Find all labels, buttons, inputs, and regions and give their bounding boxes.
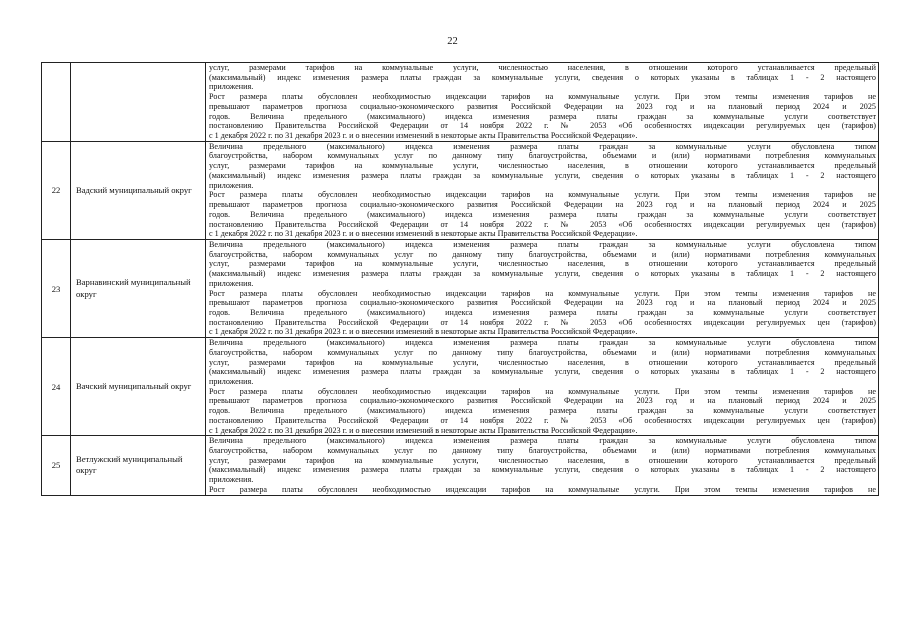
text-line: Рост размера платы обусловлен необходимостью индексации тарифов на коммунальные услуги. При этом темпы изменения тарифов не (209, 92, 876, 102)
text-line: годов. Величина предельного (максимального) индекса изменения размера платы граждан за коммунальные услуги соответствует (209, 209, 876, 219)
municipality-name: Вачский муниципальный округ (71, 338, 206, 436)
municipal-table (41, 62, 879, 496)
text-line: годов. Величина предельного (максимального) индекса изменения размера платы граждан за коммунальные услуги соответствует (209, 307, 876, 317)
text-line: благоустройства, набором коммунальных услуг по данному типу благоустройства, объемами и (или) нормативами потребления коммунальных (209, 446, 876, 456)
table-row-24 (42, 338, 879, 436)
text-line: благоустройства, набором коммунальных услуг по данному типу благоустройства, объемами и (или) нормативами потребления коммунальных (209, 347, 876, 357)
text-line: с 1 декабря 2022 г. по 31 декабря 2023 г. и о внесении изменений в некоторые акты Правительства Российской Федерации». (209, 229, 638, 239)
table-row-continuation (42, 63, 879, 142)
text-line: услуг, размерами тарифов на коммунальные услуги, численностью населения, в отношении которого устанавливается предельный (209, 161, 876, 171)
row-number: 25 (42, 436, 71, 495)
municipality-name: Варнавинский муниципальный округ (71, 239, 206, 337)
table-row-25 (42, 436, 879, 495)
text-line: с 1 декабря 2022 г. по 31 декабря 2023 г. и о внесении изменений в некоторые акты Правительства Российской Федерации». (209, 425, 638, 435)
row-number: 22 (42, 141, 71, 239)
text-line: благоустройства, набором коммунальных услуг по данному типу благоустройства, объемами и (или) нормативами потребления коммунальных (209, 151, 876, 161)
text-line: Рост размера платы обусловлен необходимостью индексации тарифов на коммунальные услуги. При этом темпы изменения тарифов не (209, 386, 876, 396)
text-line: приложения. (209, 475, 254, 485)
justification-text (209, 63, 876, 141)
text-line: постановлению Правительства Российской Федерации от 14 ноября 2022 г. № 2053 «Об особенностях индексации регулируемых цен (тарифов) (209, 219, 876, 229)
text-line: Рост размера платы обусловлен необходимостью индексации тарифов на коммунальные услуги. При этом темпы изменения тарифов не (209, 190, 876, 200)
text-line: превышают параметров прогноза социально-экономического развития Российской Федерации на 2023 год и на плановый период 2024 и 2025 (209, 396, 876, 406)
row-number: 24 (42, 338, 71, 436)
text-line: приложения. (209, 180, 254, 190)
text-line: с 1 декабря 2022 г. по 31 декабря 2023 г. и о внесении изменений в некоторые акты Правительства Российской Федерации». (209, 327, 638, 337)
justification-text (209, 240, 876, 337)
table-row-23 (42, 239, 879, 337)
justification-text (209, 142, 876, 239)
text-line: услуг, размерами тарифов на коммунальные услуги, численностью населения, в отношении которого устанавливается предельный (209, 357, 876, 367)
text-line: превышают параметров прогноза социально-экономического развития Российской Федерации на 2023 год и на плановый период 2024 и 2025 (209, 298, 876, 308)
justification-text (209, 338, 876, 435)
text-line: Рост размера платы обусловлен необходимостью индексации тарифов на коммунальные услуги. При этом темпы изменения тарифов не (209, 288, 876, 298)
text-line: (максимальный) индекс изменения размера платы граждан за коммунальные услуги, сведения о которых указаны в таблицах 1 - 2 настоящего (209, 367, 876, 377)
text-line: (максимальный) индекс изменения размера платы граждан за коммунальные услуги, сведения о которых указаны в таблицах 1 - 2 настоящего (209, 170, 876, 180)
text-line: Величина предельного (максимального) индекса изменения размера платы граждан за коммунальные услуги обусловлена типом (209, 141, 876, 151)
text-line: (максимальный) индекс изменения размера платы граждан за коммунальные услуги, сведения о которых указаны в таблицах 1 - 2 настоящего (209, 269, 876, 279)
text-line: Величина предельного (максимального) индекса изменения размера платы граждан за коммунальные услуги обусловлена типом (209, 239, 876, 249)
text-line: превышают параметров прогноза социально-экономического развития Российской Федерации на 2023 год и на плановый период 2024 и 2025 (209, 101, 876, 111)
text-line: годов. Величина предельного (максимального) индекса изменения размера платы граждан за коммунальные услуги соответствует (209, 406, 876, 416)
text-line: приложения. (209, 377, 254, 386)
text-line: услуг, размерами тарифов на коммунальные услуги, численностью населения, в отношении которого устанавливается предельный (209, 259, 876, 269)
municipality-name-cell (71, 63, 206, 142)
justification-text (209, 436, 876, 494)
table-row-22 (42, 141, 879, 239)
text-line: с 1 декабря 2022 г. по 31 декабря 2023 г. и о внесении изменений в некоторые акты Правительства Российской Федерации». (209, 131, 638, 141)
text-line: Рост размера платы обусловлен необходимостью индексации тарифов на коммунальные услуги. При этом темпы изменения тарифов не (209, 484, 876, 494)
text-line: приложения. (209, 82, 254, 92)
text-line: постановлению Правительства Российской Федерации от 14 ноября 2022 г. № 2053 «Об особенностях индексации регулируемых цен (тарифов) (209, 317, 876, 327)
municipality-name: Ветлужский муниципальный округ (71, 436, 206, 495)
municipality-name: Вадский муниципальный округ (71, 141, 206, 239)
justification-text-cell (206, 63, 879, 142)
text-line: постановлению Правительства Российской Федерации от 14 ноября 2022 г. № 2053 «Об особенностях индексации регулируемых цен (тарифов) (209, 415, 876, 425)
text-line: приложения. (209, 278, 254, 288)
text-line: превышают параметров прогноза социально-экономического развития Российской Федерации на 2023 год и на плановый период 2024 и 2025 (209, 200, 876, 210)
row-number-cell (42, 63, 71, 142)
text-line: услуг, размерами тарифов на коммунальные услуги, численностью населения, в отношении которого устанавливается предельный (209, 455, 876, 465)
text-line: постановлению Правительства Российской Федерации от 14 ноября 2022 г. № 2053 «Об особенностях индексации регулируемых цен (тарифов) (209, 121, 876, 131)
text-line: Величина предельного (максимального) индекса изменения размера платы граждан за коммунальные услуги обусловлена типом (209, 338, 876, 348)
text-line: (максимальный) индекс изменения размера платы граждан за коммунальные услуги, сведения о которых указаны в таблицах 1 - 2 настоящего (209, 465, 876, 475)
justification-text-cell (206, 141, 879, 239)
text-line: (максимальный) индекс изменения размера платы граждан за коммунальные услуги, сведения о которых указаны в таблицах 1 - 2 настоящего (209, 72, 876, 82)
justification-text-cell (206, 338, 879, 436)
justification-text-cell (206, 436, 879, 495)
text-line: Величина предельного (максимального) индекса изменения размера платы граждан за коммунальные услуги обусловлена типом (209, 436, 876, 446)
page-number: 22 (447, 36, 458, 47)
text-line: благоустройства, набором коммунальных услуг по данному типу благоустройства, объемами и (или) нормативами потребления коммунальных (209, 249, 876, 259)
row-number: 23 (42, 239, 71, 337)
text-line: годов. Величина предельного (максимального) индекса изменения размера платы граждан за коммунальные услуги соответствует (209, 111, 876, 121)
justification-text-cell (206, 239, 879, 337)
text-line: услуг, размерами тарифов на коммунальные услуги, численностью населения, в отношении которого устанавливается предельный (209, 63, 876, 72)
